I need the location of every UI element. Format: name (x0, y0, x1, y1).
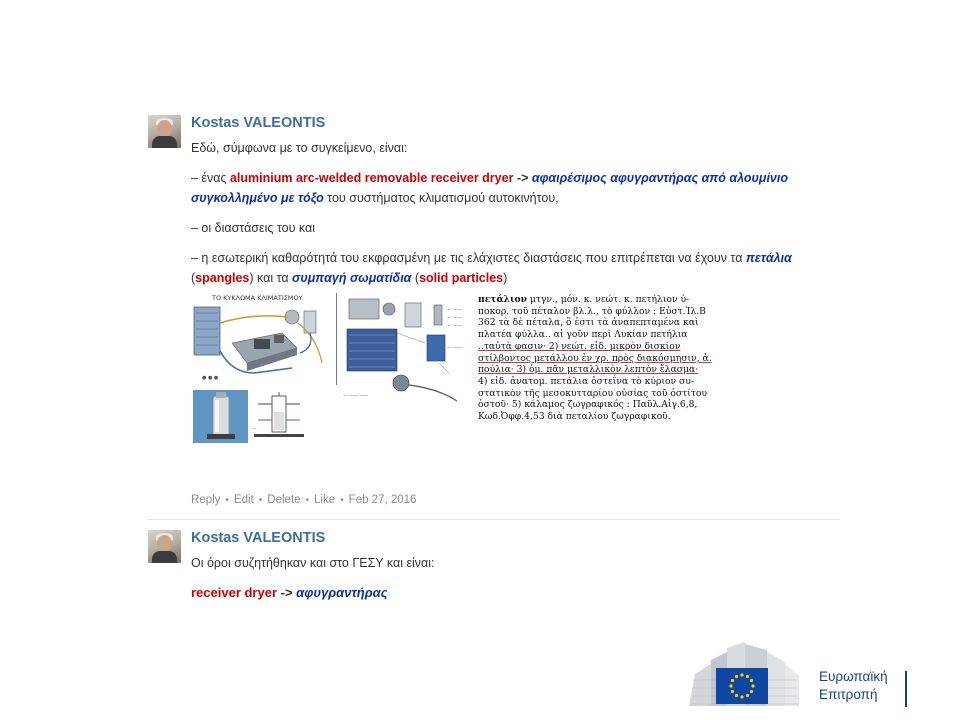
avatar-face (157, 120, 172, 137)
separator-dot: • (225, 495, 229, 506)
eu-flag-icon (716, 668, 768, 704)
dictionary-headword: πετάλιον (478, 294, 527, 305)
ec-logo-line2: Επιτροπή (819, 687, 878, 702)
dictionary-line: ..ταὐτὰ φασιν· 2) νεώτ. εἰδ. μικρὸν δισκίον (478, 340, 681, 352)
dryer-schematic-image[interactable] (250, 390, 308, 443)
comment-author[interactable]: Kostas VALEONTIS (191, 530, 326, 546)
european-commission-logo (689, 640, 919, 710)
paren-open: ( (411, 271, 420, 285)
dictionary-line: πλατέα φύλλα.. αἱ γοῦν περὶ Λυκίαν πετήλια (478, 329, 688, 341)
comment-content (191, 530, 836, 603)
svg-text:— ——: — —— (447, 308, 462, 313)
svg-text:—: — (252, 426, 256, 431)
greek-term-spangles: πετάλια (745, 251, 792, 265)
dictionary-line: 362 τὰ δὲ πέταλα, ὅ ἐστι τὰ ἀναπεπταμένα καὶ (478, 317, 699, 329)
greek-term: αφαιρέσιμος αφυγραντήρας από αλουμίνιο συγκολλημένο με τόξο (191, 171, 788, 205)
dictionary-line: στίλβοντος μετάλλου ἐν χρ. πρὸς διακόσμησιν, ἀ. (478, 352, 712, 364)
item-prefix: – η εσωτερική καθαρότητά του εκφρασμένη με τις ελάχιστες διαστάσεις που επιτρέπεται να έχουν τα (191, 251, 746, 265)
comment-item-dimensions: – οι διαστάσεις του και (191, 221, 315, 235)
connector-text: ) και τα (249, 271, 293, 285)
avatar-body (152, 551, 177, 563)
item-suffix: του συστήματος κλιματισμού αυτοκινήτου, (323, 191, 559, 205)
avatar[interactable] (148, 530, 181, 563)
delete-link[interactable]: Delete (267, 494, 301, 506)
comment-author[interactable]: Kostas VALEONTIS (191, 115, 326, 131)
arrow: -> (513, 171, 532, 185)
paren-close: ) (503, 271, 508, 285)
svg-text:— ——: — —— (447, 324, 462, 329)
eu-stars-icon (716, 668, 768, 704)
ec-logo-text (819, 668, 888, 704)
svg-text:— ——: — —— (447, 346, 462, 351)
image-caption: ΤΟ ΚΥΚΛΩΜΑ ΚΛΙΜΑΤΙΣΜΟΥ (212, 294, 303, 302)
components-diagram (339, 293, 469, 405)
avatar[interactable] (148, 115, 181, 148)
comment-item-cleanliness (191, 248, 836, 288)
comment (148, 115, 840, 515)
greek-term: αφυγραντήρας (296, 585, 388, 600)
separator-dot: • (258, 495, 263, 506)
reply-link[interactable]: Reply (191, 494, 221, 506)
ec-logo-line1: Ευρωπαϊκή (819, 669, 888, 684)
english-term-spangles: spangles (195, 271, 250, 285)
arrow: -> (277, 585, 297, 600)
dryer-schematic-drawing (250, 390, 308, 443)
like-link[interactable]: Like (314, 494, 336, 506)
receiver-dryer-photo[interactable] (193, 390, 248, 443)
dictionary-line: στατικὸν τῆς μεσοκυτταρίου οὐσίας τοῦ ὀστίτου (478, 387, 708, 399)
comment-divider (148, 519, 840, 520)
greek-term-solid-particles: συμπαγή σωματίδια (292, 271, 412, 285)
dictionary-line: Κωδ.Ὀφφ.4,53 διὰ πεταλίου ζωγραφικοῦ. (478, 411, 671, 423)
image-separator (336, 293, 337, 385)
comment-intro: Εδώ, σύμφωνα με το συγκείμενο, είναι: (191, 141, 408, 155)
svg-text:● ● ●: ● ● ● (202, 375, 219, 381)
comment-content (191, 115, 836, 288)
avatar-face (157, 535, 172, 552)
edit-link[interactable]: Edit (233, 494, 254, 506)
dictionary-line: 4) εἰδ. ἀνατομ. πετάλια ὀστεΐνα τὸ κύριον συ- (478, 375, 694, 387)
dictionary-line: πούλια· 3) ὁμ. πᾶν μεταλλικὸν λεπτὸν ἔλασμα· (478, 364, 699, 376)
ac-circuit-diagram (192, 293, 332, 385)
ac-circuit-image[interactable] (192, 293, 332, 385)
components-image[interactable] (339, 293, 469, 405)
avatar-body (152, 136, 177, 148)
comment-item-receiver-dryer (191, 168, 836, 208)
paren-open: ( (191, 271, 196, 285)
dictionary-entry-image[interactable] (478, 294, 778, 423)
dictionary-line: ποκορ. τοῦ πέταλον βλ.λ., τὸ φύλλον : Εὐστ.Ἰλ.Β (478, 305, 706, 317)
dictionary-line: πετάλιον μτγν., μόν. κ. νεώτ. κ. πετήλιον ὑ- (478, 294, 690, 305)
comment (148, 530, 840, 610)
svg-text:— —— ——: — —— —— (343, 394, 369, 399)
dictionary-line: ὀστοῦ· 5) κάλαμος ζωγραφικός : Παῦλ.Αἰγ.6,8, (478, 399, 698, 411)
comment-term-pair (191, 583, 836, 603)
comment-text: Οι όροι συζητήθηκαν και στο ΓΕΣΥ και είναι: (191, 556, 435, 570)
english-term: aluminium arc-welded removable receiver dryer (229, 171, 514, 185)
svg-text:— ——: — —— (447, 316, 462, 321)
english-term-solid-particles: solid particles (419, 271, 504, 285)
separator-dot: • (340, 495, 344, 506)
receiver-dryer-drawing (193, 390, 248, 443)
item-prefix: – ένας (191, 171, 230, 185)
comment-timestamp[interactable]: Feb 27, 2016 (348, 494, 417, 506)
ec-logo-bar (905, 671, 907, 707)
comment-actions (191, 494, 416, 506)
english-term: receiver dryer (191, 585, 278, 600)
comment-attachments (192, 293, 792, 443)
separator-dot: • (305, 495, 310, 506)
